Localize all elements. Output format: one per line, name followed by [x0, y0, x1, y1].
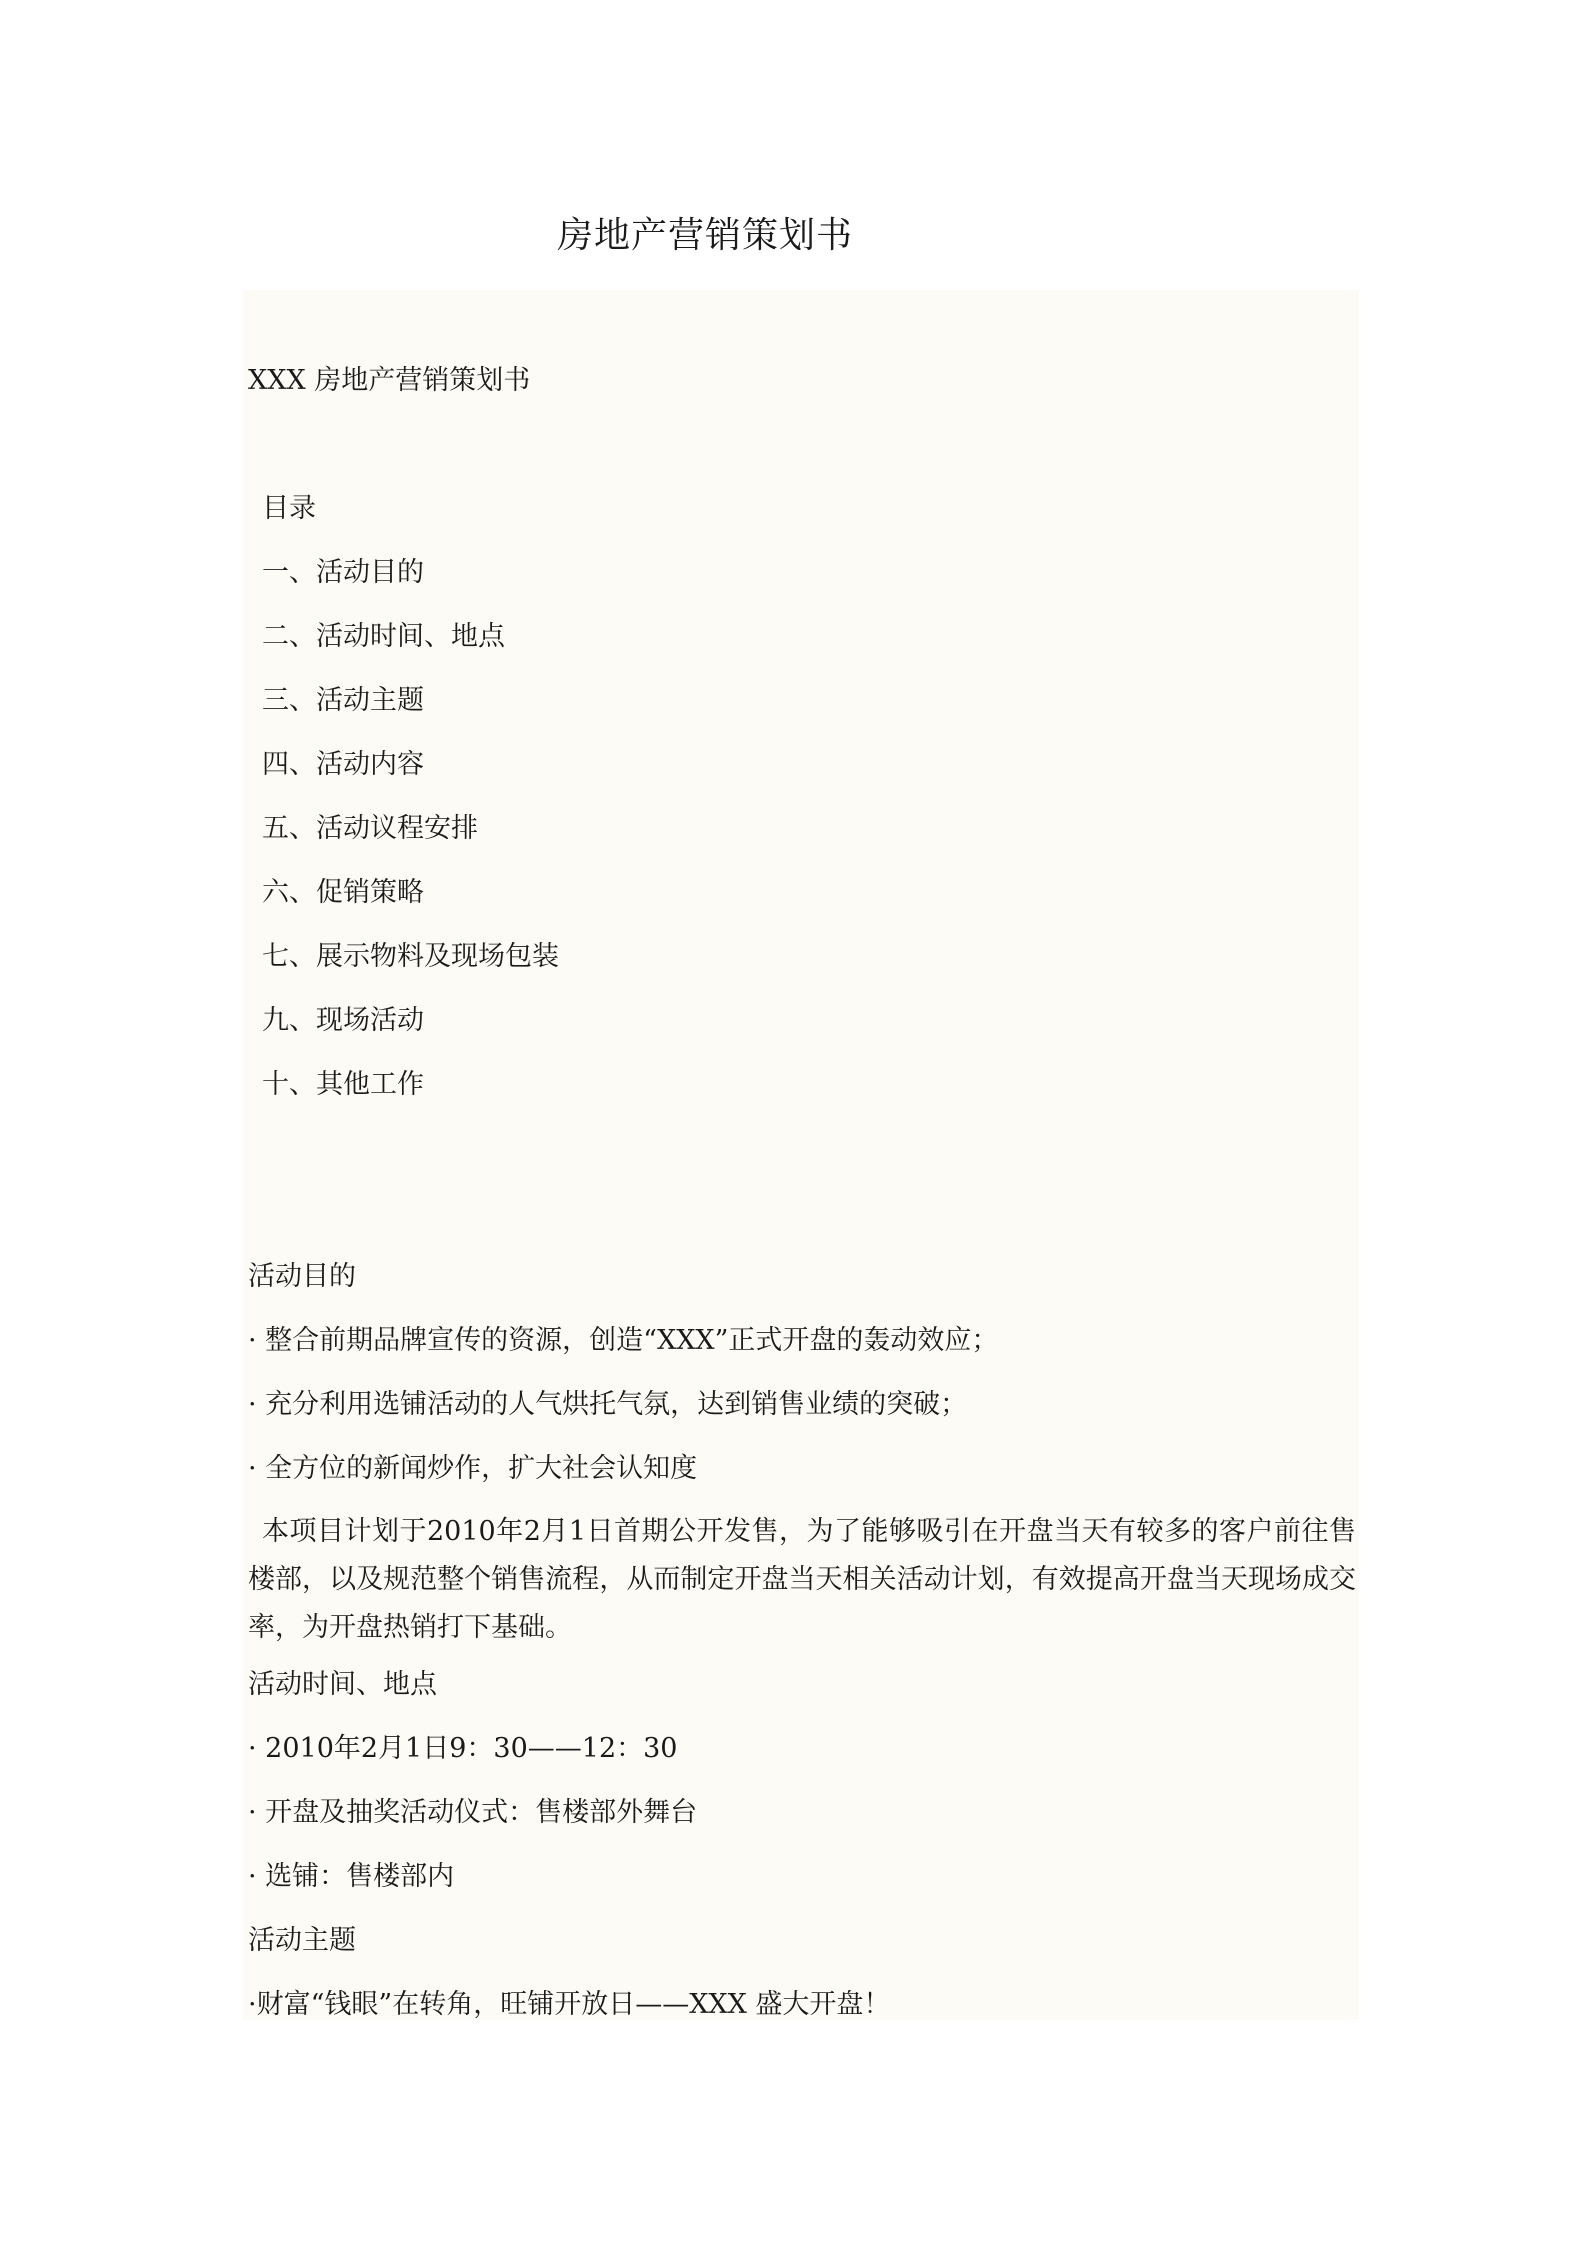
- toc-item: 六、促销策略: [262, 877, 424, 908]
- toc-item: 四、活动内容: [262, 749, 424, 780]
- toc-item: 七、展示物料及现场包装: [262, 941, 559, 972]
- purpose-bullet: · 整合前期品牌宣传的资源，创造“XXX”正式开盘的轰动效应；: [248, 1325, 999, 1356]
- toc-item: 五、活动议程安排: [262, 813, 478, 844]
- document-subtitle: XXX 房地产营销策划书: [248, 365, 531, 396]
- purpose-bullet: · 充分利用选铺活动的人气烘托气氛，达到销售业绩的突破；: [248, 1389, 968, 1420]
- toc-item: 三、活动主题: [262, 685, 424, 716]
- toc-heading: 目录: [262, 493, 316, 524]
- section-heading-time-place: 活动时间、地点: [248, 1669, 437, 1700]
- toc-item: 二、活动时间、地点: [262, 621, 505, 652]
- toc-item: 一、活动目的: [262, 557, 424, 588]
- time-place-bullet: · 选铺：售楼部内: [248, 1861, 455, 1892]
- purpose-bullet: · 全方位的新闻炒作，扩大社会认知度: [248, 1453, 698, 1484]
- theme-bullet: ·财富“钱眼”在转角，旺铺开放日——XXX 盛大开盘！: [248, 1989, 891, 2020]
- document-title: 房地产营销策划书: [556, 215, 853, 256]
- toc-item: 九、现场活动: [262, 1005, 424, 1036]
- section-heading-purpose: 活动目的: [248, 1261, 356, 1292]
- section-heading-theme: 活动主题: [248, 1925, 356, 1956]
- toc-item: 十、其他工作: [262, 1069, 424, 1100]
- time-place-bullet: · 开盘及抽奖活动仪式：售楼部外舞台: [248, 1797, 698, 1828]
- purpose-paragraph: 本项目计划于2010年2月1日首期公开发售，为了能够吸引在开盘当天有较多的客户前往售楼部，以及规范整个销售流程，从而制定开盘当天相关活动计划，有效提高开盘当天现场成交率，为开盘热销打下基础。: [248, 1516, 1356, 1643]
- time-place-bullet: · 2010年2月1日9：30——12：30: [248, 1733, 678, 1764]
